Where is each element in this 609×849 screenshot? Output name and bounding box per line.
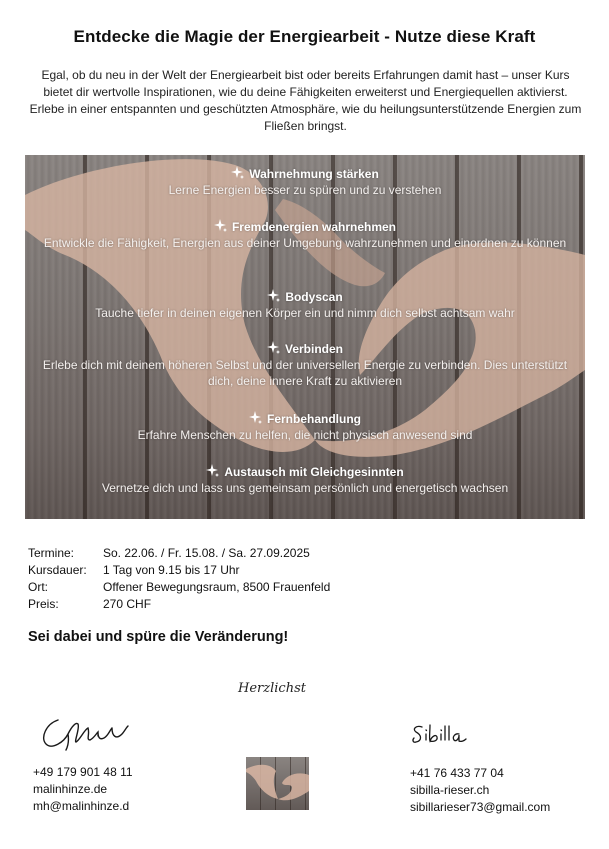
call-to-action: Sei dabei und spüre die Veränderung! — [28, 629, 289, 645]
contact-malin — [33, 764, 133, 815]
greeting: Herzlichst — [238, 681, 306, 696]
feature-austausch — [25, 464, 585, 496]
detail-value: So. 22.06. / Fr. 15.08. / Sa. 27.09.2025 — [103, 546, 310, 560]
feature-title: Fremdenergien wahrnehmen — [25, 219, 585, 235]
sparkle-icon — [231, 166, 245, 180]
detail-label: Preis: — [28, 597, 59, 611]
contact-website[interactable]: malinhinze.de — [33, 782, 108, 796]
contact-sibilla — [410, 765, 550, 816]
feature-description: Lerne Energien besser zu spüren und zu verstehen — [168, 183, 442, 197]
sparkle-icon — [267, 341, 281, 355]
heart-hands-thumbnail — [246, 757, 309, 810]
feature-title: Bodyscan — [25, 289, 585, 305]
hero-photo-heart-hands — [25, 155, 585, 519]
feature-title: Fernbehandlung — [25, 411, 585, 427]
detail-value: 1 Tag von 9.15 bis 17 Uhr — [103, 563, 240, 577]
detail-row-termine — [28, 545, 330, 562]
sparkle-icon — [267, 289, 281, 303]
feature-title: Wahrnehmung stärken — [25, 166, 585, 182]
detail-row-kursdauer — [28, 562, 330, 579]
detail-label: Ort: — [28, 580, 48, 594]
detail-label: Termine: — [28, 546, 75, 560]
contact-email[interactable]: sibillarieser73@gmail.com — [410, 800, 551, 814]
detail-label: Kursdauer: — [28, 563, 87, 577]
detail-row-preis — [28, 596, 330, 613]
contact-phone[interactable]: +49 179 901 48 11 — [33, 765, 133, 779]
detail-row-ort — [28, 579, 330, 596]
feature-description: Erlebe dich mit deinem höheren Selbst und der universellen Energie zu verbinden. Dies unterstützt dich, deine innere Kraft zu aktivieren — [42, 358, 568, 388]
contact-website[interactable]: sibilla-rieser.ch — [410, 783, 490, 797]
feature-title: Austausch mit Gleichgesinnten — [25, 464, 585, 480]
feature-description: Entwickle die Fähigkeit, Energien aus deiner Umgebung wahrzunehmen und einordnen zu können — [43, 236, 567, 250]
detail-value: Offener Bewegungsraum, 8500 Frauenfeld — [103, 580, 331, 594]
feature-verbinden — [25, 341, 585, 389]
sparkle-icon — [206, 464, 220, 478]
feature-description: Vernetze dich und lass uns gemeinsam persönlich und energetisch wachsen — [101, 481, 509, 495]
feature-description: Tauche tiefer in deinen eigenen Körper ein und nimm dich selbst achtsam wahr — [95, 306, 515, 320]
contact-phone[interactable]: +41 76 433 77 04 — [410, 766, 504, 780]
feature-bodyscan — [25, 289, 585, 321]
contact-email[interactable]: mh@malinhinze.d — [33, 799, 130, 813]
signature-sibilla — [410, 722, 472, 748]
feature-title: Verbinden — [25, 341, 585, 357]
sparkle-icon — [249, 411, 263, 425]
detail-value: 270 CHF — [103, 597, 152, 611]
sparkle-icon — [214, 219, 228, 233]
feature-description: Erfahre Menschen zu helfen, die nicht physisch anwesend sind — [137, 428, 473, 442]
course-details — [28, 545, 330, 613]
feature-wahrnehmung — [25, 166, 585, 198]
feature-fernbehandlung — [25, 411, 585, 443]
feature-fremdenergien — [25, 219, 585, 251]
intro-text: Egal, ob du neu in der Welt der Energiearbeit bist oder bereits Erfahrungen damit hast – unser Kurs bietet dir wertvolle Inspirationen, wie du deine Fähigkeiten erweiterst und Energiequellen aktivierst. Erlebe in einer entspannten und geschützten Atmosphäre, wie du heilungsunterstützende Energien zum Fließen bringst. — [29, 68, 582, 133]
heart-hands-mini-illustration — [246, 757, 309, 810]
signature-malin — [38, 712, 138, 754]
page-title: Entdecke die Magie der Energiearbeit - Nutze diese Kraft — [73, 27, 536, 46]
